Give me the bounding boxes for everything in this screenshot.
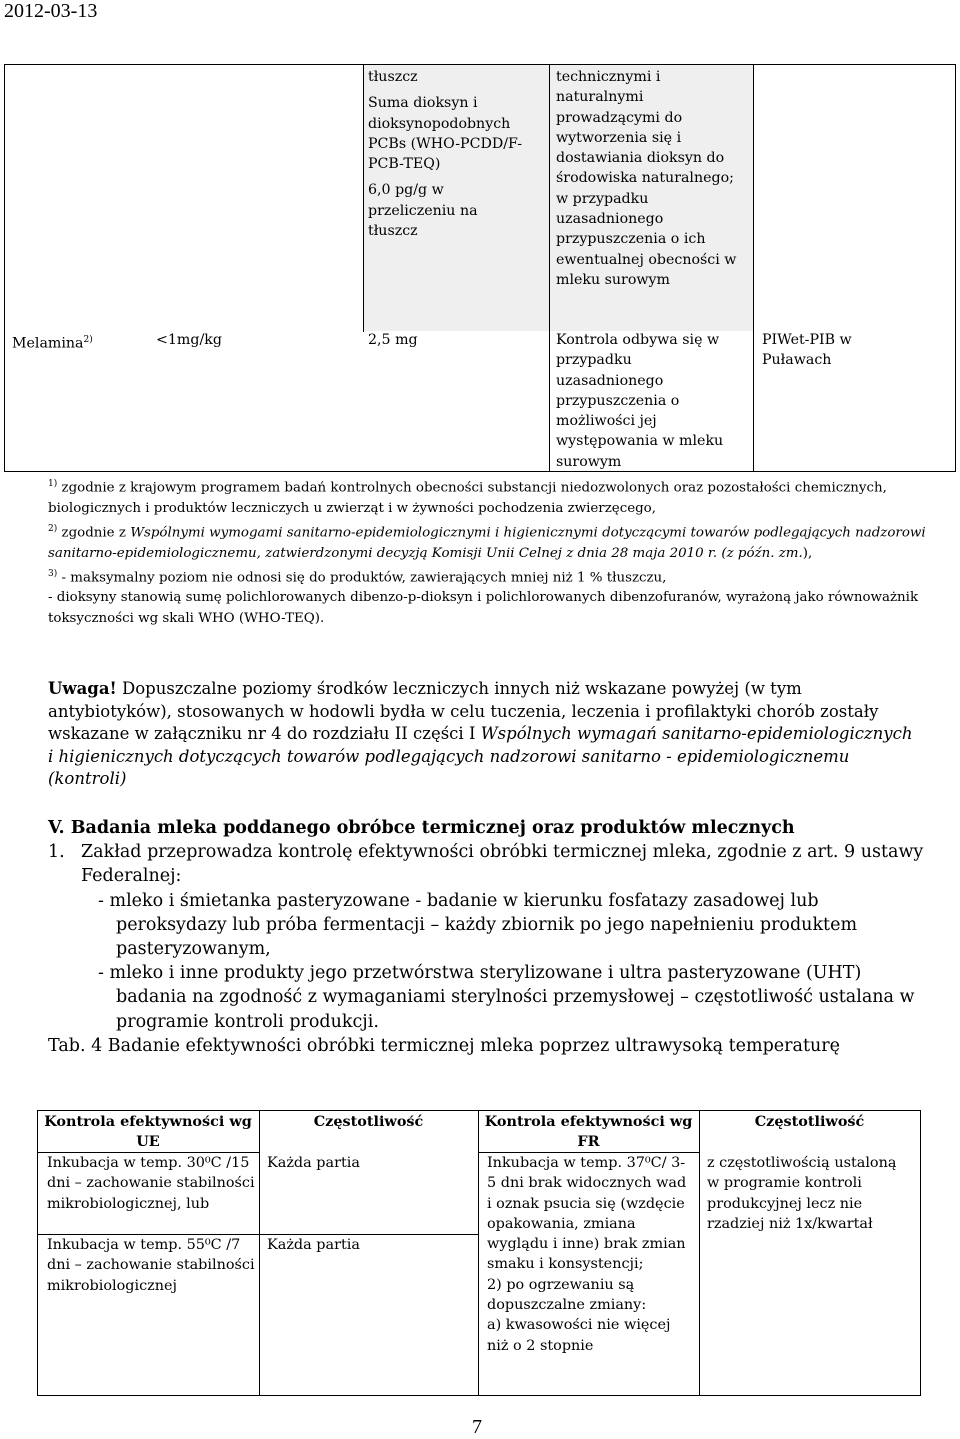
limits-table: [4, 64, 956, 472]
heat-treatment-table: [37, 1110, 921, 1396]
table-cell-notes: technicznymi i naturalnymi prowadzącymi do wytworzenia się i dostawiania dioksyn do środowiska naturalnego; w przypadku uzasadnionego przypuszczenia o ich ewentualnej obecności w mleku surowym: [556, 69, 737, 288]
column-divider: [259, 1110, 260, 1396]
section-v: [48, 816, 928, 1058]
header-date: 2012-03-13: [4, 0, 98, 22]
column-divider: [753, 64, 754, 472]
footnote-1: $^{1)}$ zgodnie z krajowym programem badań kontrolnych obecności substancji niedozwolonych oraz pozostałości chemicznych, biologicznych i produktów leczniczych u zwierząt i w żywności pochodzenia zwierzęcego,: [48, 479, 887, 516]
warning-label: Uwaga!: [48, 679, 117, 698]
table-caption: Tab. 4 Badanie efektywności obróbki termicznej mleka poprzez ultrawysoką temperaturę: [48, 1035, 840, 1056]
cell-freq-2: Każda partia: [267, 1237, 360, 1253]
header-frequency-fr: Częstotliwość: [754, 1113, 865, 1130]
header-ue-control: Kontrola efektywności wg UE: [44, 1113, 252, 1151]
table-cell-sample: 2,5 mg: [368, 332, 418, 348]
column-divider: [549, 64, 550, 472]
table-cell-substance: Melamina$^{2)}$: [12, 335, 93, 352]
footnote-3: $^{3)}$ - maksymalny poziom nie odnosi się do produktów, zawierających mniej niż 1 % tłuszczu,: [48, 568, 667, 586]
bullet-sterilized: - mleko i inne produkty jego przetwórstwa sterylizowane i ultra pasteryzowane (UHT) badania na zgodność z wymaganiami sterylności przemysłowej – częstotliwość ustalana w programie kontroli produkcji.: [98, 963, 915, 1032]
footnote-2: $^{2)}$ zgodnie z Wspólnymi wymogami sanitarno-epidemiologicznymi i higienicznymi dotyczącymi towarów podlegających nadzorowi sanitarno-epidemiologicznemu, zatwierdzonymi decyzją Komisji Unii Celnej z dnia 28 maja 2010 r. (z późn. zm.),: [48, 523, 926, 561]
table-cell-limit: <1mg/kg: [156, 332, 222, 348]
table-cell-lab: PIWet-PIB w Puławach: [762, 332, 852, 369]
header-fr-control: Kontrola efektywności wg FR: [484, 1113, 693, 1151]
cell-freq-1: Każda partia: [267, 1155, 360, 1171]
footnotes: [48, 474, 928, 629]
cell-incubation-55: Inkubacja w temp. 55⁰C /7 dni – zachowanie stabilności mikrobiologicznej: [47, 1237, 255, 1294]
bullet-pasteurized: - mleko i śmietanka pasteryzowane - badanie w kierunku fosfatazy zasadowej lub peroksydazy lub próba fermentacji – każdy zbiornik po jego napełnieniu produktem pasteryzowanym,: [98, 890, 858, 960]
column-divider: [699, 1110, 700, 1396]
cell-incubation-30: Inkubacja w temp. 30⁰C /15 dni – zachowanie stabilności mikrobiologicznej, lub: [47, 1155, 255, 1212]
table-cell-criteria: tłuszcz Suma dioksyn i dioksynopodobnych PCBs (WHO-PCDD/F-PCB-TEQ) 6,0 pg/g w przeliczeniu na tłuszcz: [368, 69, 522, 240]
section-item-1: 1. Zakład przeprowadza kontrolę efektywności obróbki termicznej mleka, zgodnie z art. 9 ustawy Federalnej:: [48, 842, 924, 887]
cell-frequency-quarterly: z częstotliwością ustaloną w programie kontroli produkcyjnej lecz nie rzadziej niż 1x/kwartał: [707, 1155, 897, 1232]
header-frequency-ue: Częstotliwość: [313, 1113, 424, 1130]
column-divider: [363, 64, 364, 332]
section-title: V. Badania mleka poddanego obróbce termicznej oraz produktów mlecznych: [48, 818, 795, 838]
table-cell-control: Kontrola odbywa się w przypadku uzasadnionego przypuszczenia o możliwości jej występowania w mleku surowym: [556, 332, 724, 470]
warning-paragraph: Uwaga! Dopuszczalne poziomy środków leczniczych innych niż wskazane powyżej (w tym antybiotyków), stosowanych w hodowli bydła w celu tuczenia, leczenia i profilaktyki chorób zostały wskazane w załączniku nr 4 do rozdziału II części I Wspólnych wymagań sanitarno-epidemiologicznych i higienicznych dotyczących towarów podlegających nadzorowi sanitarno - epidemiologicznemu (kontroli): [48, 679, 913, 788]
footnote-3b: - dioksyny stanowią sumę polichlorowanych dibenzo-p-dioksyn i polichlorowanych dibenzofuranów, wyrażoną jako równoważnik toksyczności wg skali WHO (WHO-TEQ).: [48, 590, 919, 626]
page-number: 7: [472, 1416, 482, 1438]
cell-incubation-37: Inkubacja w temp. 37⁰C/ 3-5 dni brak widocznych wad i oznak psucia się (wzdęcie opakowania, zmiana wyglądu i inne) brak zmian smaku i konsystencji; 2) po ogrzewaniu są dopuszczalne zmiany: a) kwasowości nie więcej niż o 2 stopnie: [487, 1155, 687, 1354]
